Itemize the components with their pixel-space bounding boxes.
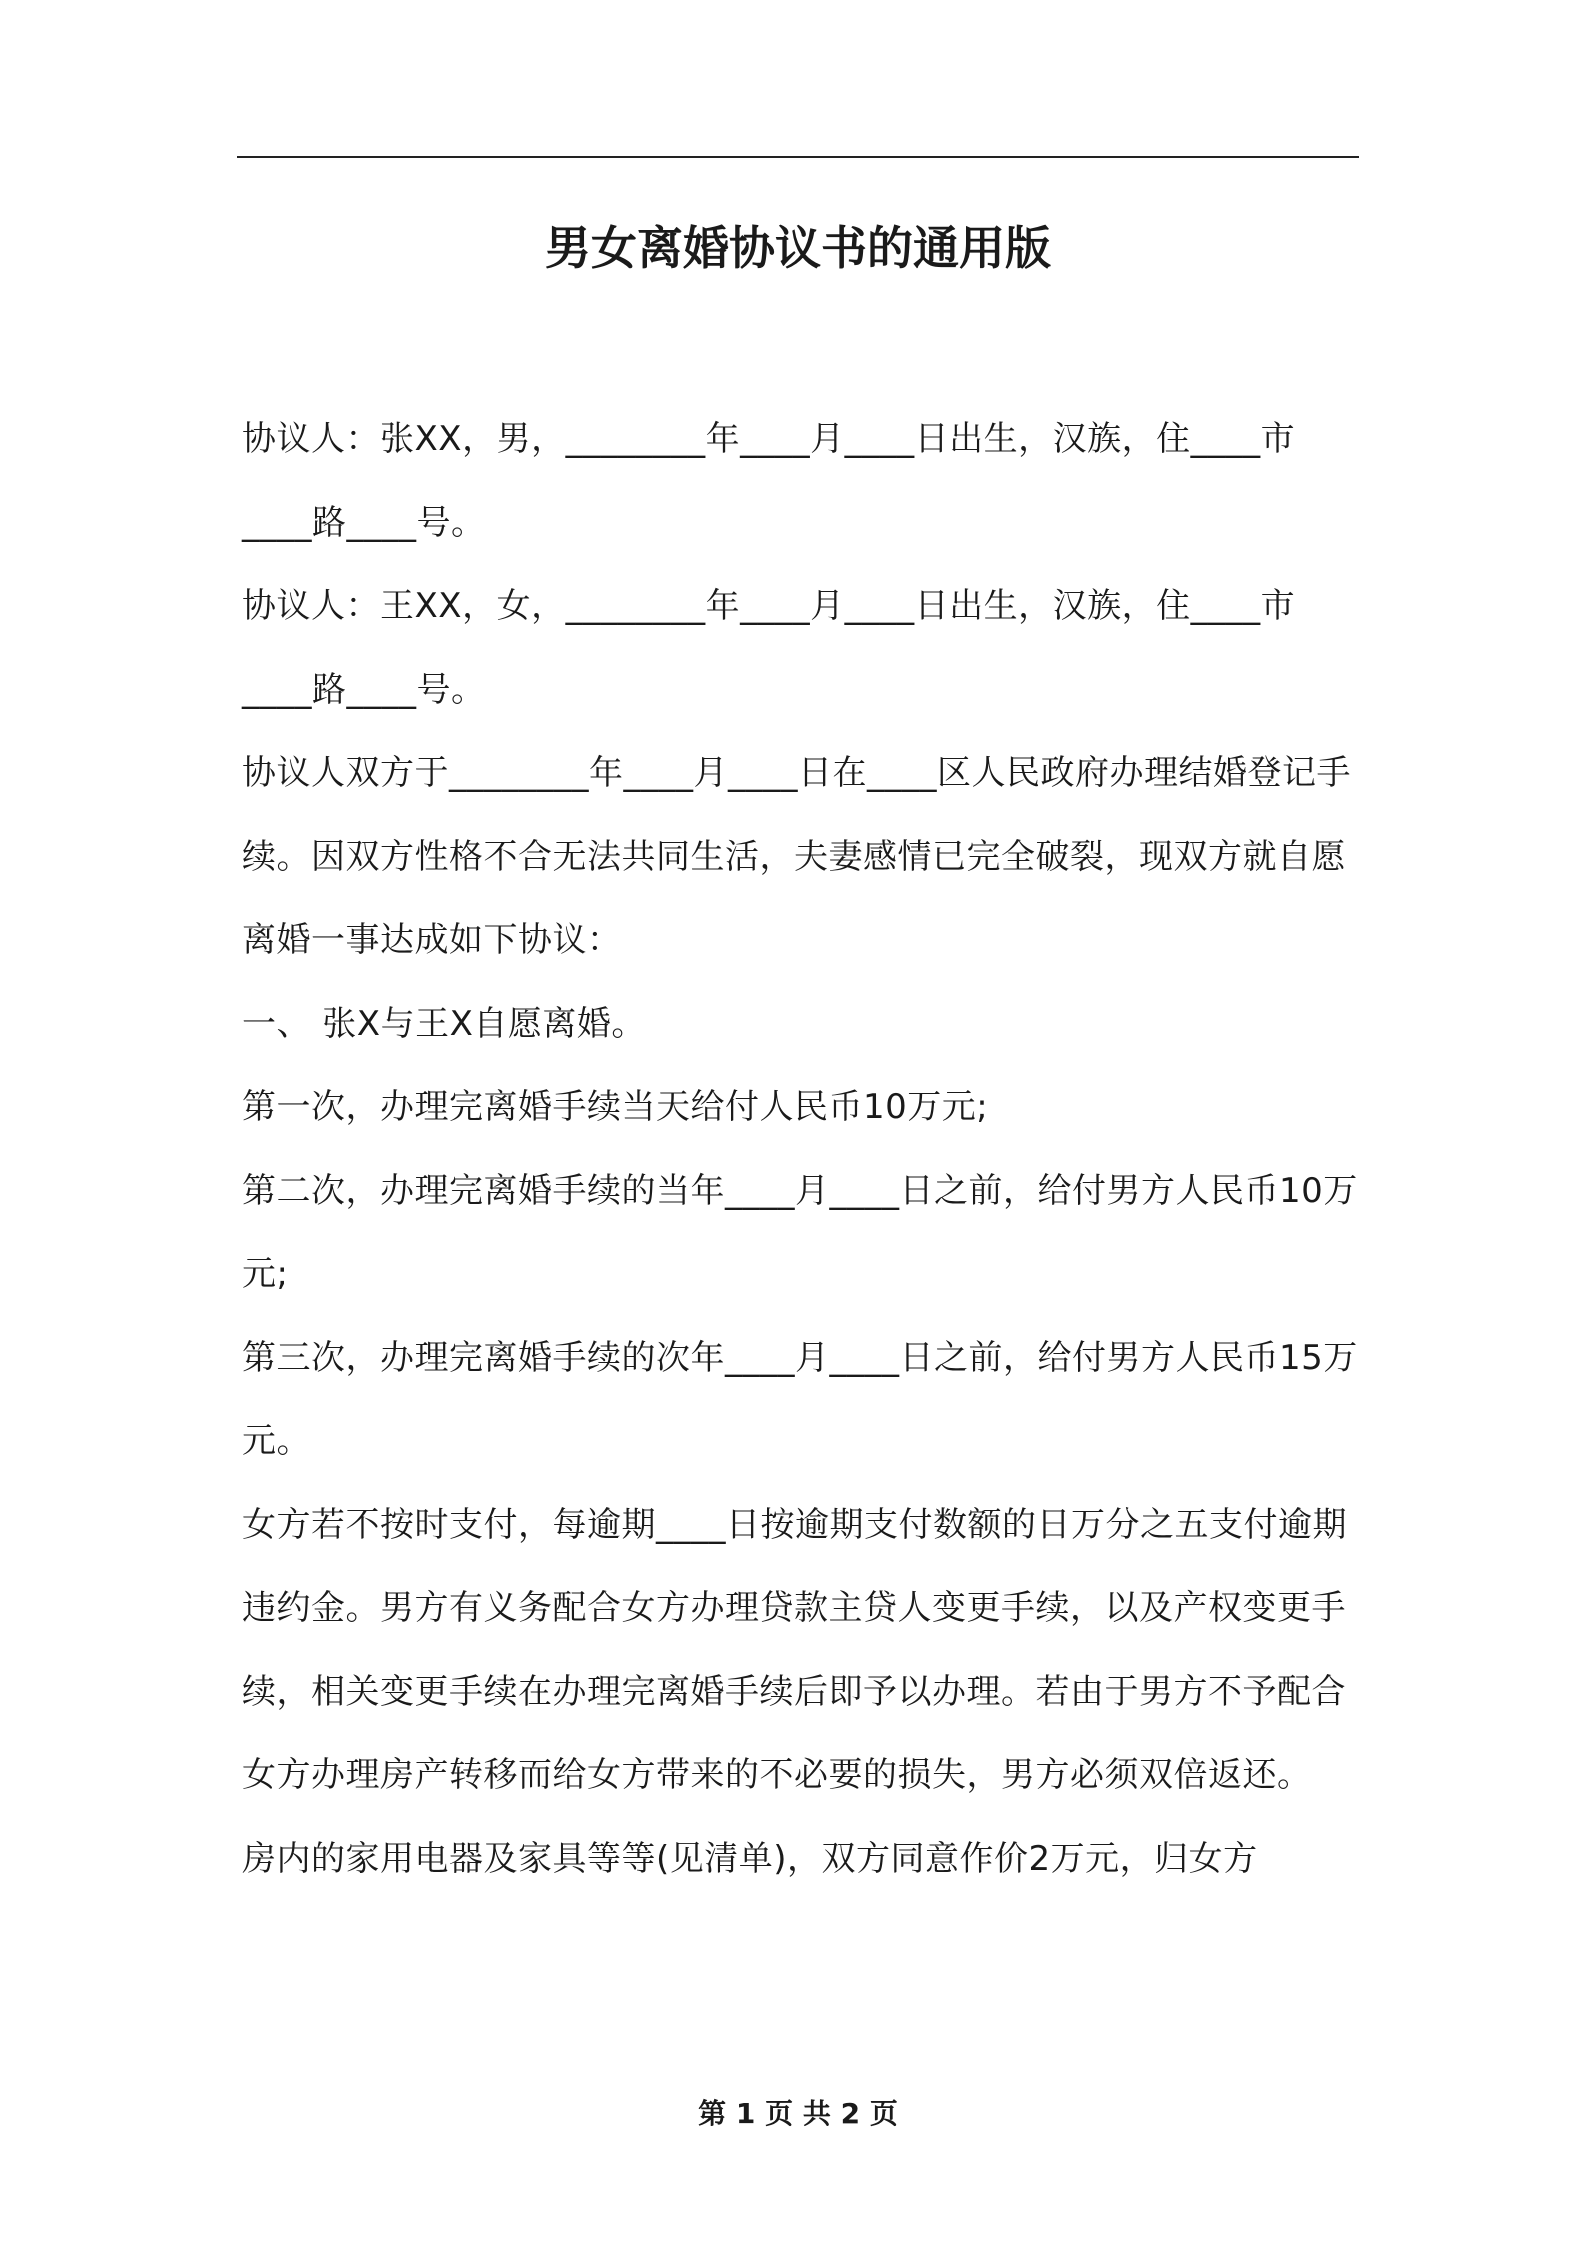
paragraph-payment-2: 第二次，办理完离婚手续的当年____月____日之前，给付男方人民币10万元; bbox=[242, 1170, 1358, 1294]
page-number: 第 1 页 共 2 页 bbox=[698, 2097, 898, 2130]
paragraph-payment-3: 第三次，办理完离婚手续的次年____月____日之前，给付男方人民币15万元。 bbox=[242, 1337, 1358, 1461]
paragraph-party-male: 协议人：张XX，男，________年____月____日出生，汉族，住____市____路____号。 bbox=[242, 419, 1296, 543]
paragraph-preamble: 协议人双方于________年____月____日在____区人民政府办理结婚登记手续。因双方性格不合无法共同生活，夫妻感情已完全破裂，现双方就自愿离婚一事达成如下协议： bbox=[242, 753, 1351, 960]
paragraph-penalty: 女方若不按时支付，每逾期____日按逾期支付数额的日万分之五支付逾期违约金。男方有义务配合女方办理贷款主贷人变更手续，以及产权变更手续，相关变更手续在办理完离婚手续后即予以办理。若由于男方不予配合女方办理房产转移而给女方带来的不必要的损失，男方必须双倍返还。 bbox=[242, 1504, 1347, 1795]
document-title: 男女离婚协议书的通用版 bbox=[545, 221, 1051, 275]
paragraph-payment-1: 第一次，办理完离婚手续当天给付人民币10万元; bbox=[242, 1087, 989, 1127]
paragraph-furniture: 房内的家用电器及家具等等(见清单)，双方同意作价2万元，归女方 bbox=[242, 1838, 1258, 1879]
document-body bbox=[242, 398, 1362, 1901]
paragraph-party-female: 协议人：王XX，女，________年____月____日出生，汉族，住____市____路____号。 bbox=[242, 586, 1296, 710]
header-divider bbox=[237, 156, 1359, 158]
paragraph-clause-1: 一、 张X与王X自愿离婚。 bbox=[242, 1003, 646, 1044]
